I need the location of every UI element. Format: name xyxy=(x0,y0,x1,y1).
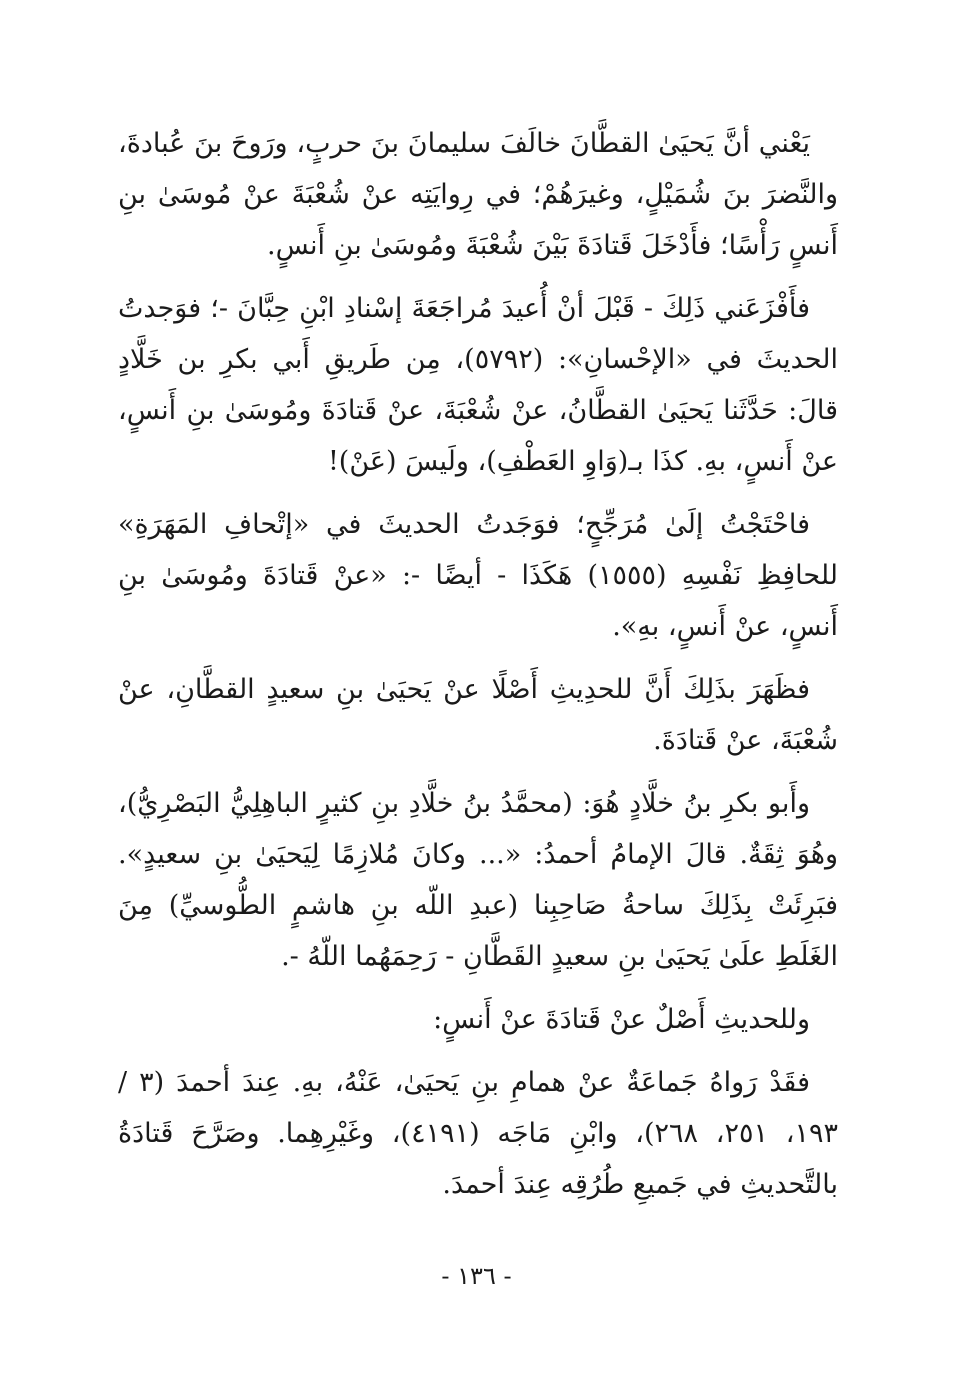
page-number: - ١٣٦ - xyxy=(441,1262,512,1290)
paragraph-7: فقَدْ رَواهُ جَماعَةٌ عنْ همامِ بنِ يَحيَىٰ، عَنْهُ، بهِ. عِندَ أحمدَ (٣ / ١٩٣، ٢٥١، ٢٦٨)، وابْنِ مَاجَه (٤١٩١)، وغَيْرِهِما. وصَرَّحَ قَتادَةُ بالتَّحديثِ في جَميعِ طُرُقِه عِندَ أحمدَ. xyxy=(118,1067,838,1200)
paragraph-5: وأَبو بكرِ بنُ خلَّادٍ هُوَ: (محمَّدُ بنُ خلَّادِ بنِ كثيرٍ الباهِلِيُّ البَصْرِيُّ)، وهُوَ ثِقَةٌ. قالَ الإمامُ أحمدُ: «... وكانَ مُلازِمًا لِيَحيَىٰ بنِ سعيدٍ». فبَرِئَتْ بِذَلِكَ ساحةُ صَاحِبِنا (عبدِ اللّه بنِ هاشمٍ الطُّوسيِّ) مِنَ الغَلَطِ علَىٰ يَحيَىٰ بنِ سعيدٍ القَطَّانِ - رَحِمَهُما اللّهُ -. xyxy=(118,788,838,972)
paragraph-2: فأَفْزَعَني ذَلِكَ - قَبْلَ أنْ أُعيدَ مُراجَعَةَ إسْنادِ ابْنِ حِبَّانَ -؛ فوَجدتُ الحديثَ في «الإحْسانِ»: (٥٧٩٢)، مِن طَريقِ أَبي بكرِ بن خَلَّادٍ قالَ: حَدَّثَنا يَحيَىٰ القطَّانُ، عنْ شُعْبَةَ، عنْ قَتادَةَ ومُوسَىٰ بنِ أَنسٍ، عنْ أَنسٍ، بهِ. كذَا بـ(وَاوِ العَطْفِ)، ولَيسَ (عَنْ)! xyxy=(118,293,838,477)
paragraph-4: فظَهَرَ بذَلِكَ أَنَّ للحدِيثِ أَصْلًا عنْ يَحيَىٰ بنِ سعيدٍ القطَّانِ، عنْ شُعْبَةَ، عنْ قَتادَةَ. xyxy=(118,674,838,756)
paragraph-6: وللحديثِ أَصْلٌ عنْ قَتادَةَ عنْ أَنسٍ: xyxy=(433,1004,810,1035)
paragraph-3: فاحْتَجْتُ إلَىٰ مُرَجِّحٍ؛ فوَجَدتُ الحديثَ في «إتْحافِ المَهَرَةِ» للحافِظِ نَفْسِهِ (١٥٥٥) هَكَذَا - أيضًا -: «عنْ قَتادَةَ ومُوسَىٰ بنِ أَنسٍ، عنْ أَنسٍ، بهِ». xyxy=(118,509,838,642)
page-body xyxy=(118,118,838,1210)
paragraph-1: يَعْني أنَّ يَحيَىٰ القطَّانَ خالَفَ سليمانَ بنَ حربٍ، ورَوحَ بنَ عُبادةَ، والنَّضرَ بنَ شُمَيْلٍ، وغيرَهُمْ؛ في رِوايَتِه عنْ شُعْبَةَ عنْ مُوسَىٰ بنِ أَنسٍ رَأْسًا؛ فأَدْخَلَ قَتادَةَ بَيْنَ شُعْبَةَ ومُوسَىٰ بنِ أَنسٍ. xyxy=(118,128,838,261)
